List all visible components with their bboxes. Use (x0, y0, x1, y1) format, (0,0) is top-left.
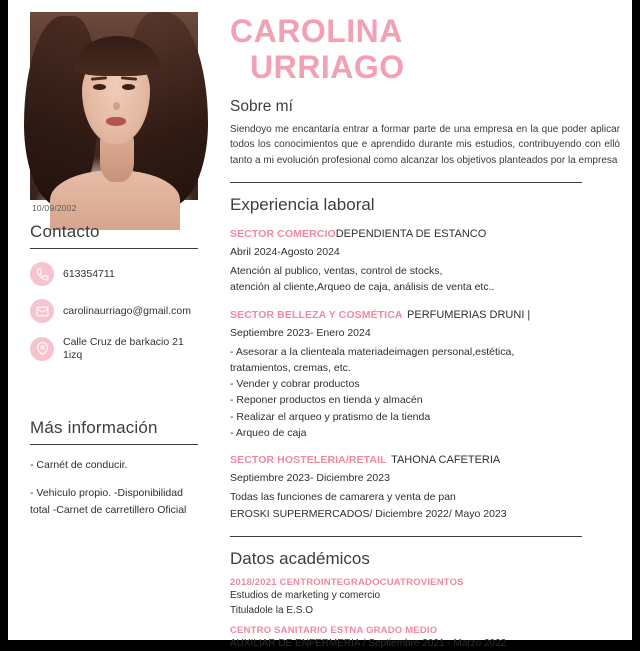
main-column (230, 0, 620, 651)
photo-date: 10/09/2002 (32, 203, 77, 213)
experience-heading: Experiencia laboral (230, 195, 375, 215)
photo-eye-left (93, 84, 106, 90)
job-sector: SECTOR HOSTELERIA/RETAIL (230, 454, 387, 467)
more-info-divider (30, 444, 198, 445)
contact-row-email (30, 299, 198, 323)
page-title (230, 14, 620, 86)
resume-page (8, 0, 632, 649)
job-header (230, 450, 620, 468)
about-text: Siendoyo me encantaría entrar a formar parte de una empresa en la que poder aplicar todos los conocimientos que e aprendido durante mis estudios, contribuyendo con elló tanto a mi evolución profesional como alcanzar los objetivos planteados por la empresa (230, 123, 620, 166)
job-body-line: - Realizar el arqueo y pratismo de la tienda (230, 410, 431, 423)
job-body (230, 263, 620, 296)
job-title: PERFUMERIAS DRUNI | (407, 308, 531, 321)
experience-item (230, 224, 620, 296)
job-body-line: - Vender y cobrar productos (230, 378, 360, 391)
email-value: carolinaurriago@gmail.com (63, 304, 191, 317)
experience-item (230, 450, 620, 522)
academic-line: AUXILIAR DE ENFERMERIA / Septiembre 2021 - Marzo 2022 (230, 637, 507, 649)
envelope-icon (30, 299, 54, 323)
academic-line: Estudios de marketing y comercio (230, 589, 381, 601)
more-info-line-1: - Carnét de conducir. (30, 459, 128, 471)
job-body-line: - Asesorar a la clienteala materiadeimagen personal,estética, (230, 345, 515, 358)
phone-icon (30, 262, 54, 286)
academic-institution: 2018/2021 CENTROINTEGRADOCUATROVIENTOS (230, 576, 464, 588)
photo-eye-right (122, 84, 135, 90)
contact-divider (30, 248, 198, 249)
academic-divider (230, 536, 582, 537)
address-value: Calle Cruz de barkacio 21 1izq (63, 336, 184, 361)
job-sector: SECTOR COMERCIO (230, 228, 336, 241)
job-dates: Septiembre 2023- Enero 2024 (230, 326, 371, 339)
job-body (230, 489, 620, 522)
job-body-line: - Reponer productos en tienda y almacén (230, 394, 423, 407)
job-body-line: EROSKI SUPERMERCADOS/ Diciembre 2022/ Mayo 2023 (230, 507, 507, 520)
contact-heading: Contacto (30, 222, 100, 241)
contact-section (30, 222, 198, 361)
job-dates: Abril 2024-Agosto 2024 (230, 246, 340, 259)
more-info-line-2: - Vehiculo propio. -Disponibilidad total -Carnet de carretillero Oficial (30, 486, 187, 516)
job-title: DEPENDIENTA DE ESTANCO (335, 228, 487, 241)
job-body-line: tratamientos, cremas, etc. (230, 361, 351, 374)
first-name: CAROLINA (230, 13, 403, 49)
job-body-line: atención al cliente,Arqueo de caja, análisis de venta etc.. (230, 281, 495, 294)
profile-photo (30, 12, 198, 200)
job-header (230, 224, 620, 242)
photo-nose (113, 102, 120, 110)
academic-institution: CENTRO SANITARIO ESTNA GRADO MEDIO (230, 624, 438, 636)
experience-item (230, 305, 620, 442)
academic-line: Tituladole la E.S.O (230, 604, 314, 616)
job-body-line: - Arqueo de caja (230, 427, 307, 440)
last-name: URRIAGO (250, 48, 405, 85)
phone-value: 613354711 (63, 267, 115, 280)
sidebar (8, 0, 213, 640)
job-body-line: Todas las funciones de camarera y venta de pan (230, 491, 456, 504)
photo-lips (106, 117, 126, 126)
more-info-section (30, 418, 198, 529)
about-heading: Sobre mí (230, 97, 293, 115)
more-info-heading: Más información (30, 418, 158, 437)
job-sector: SECTOR BELLEZA Y COSMÉTICA (230, 308, 403, 321)
academic-item (230, 625, 620, 651)
more-info-body (30, 457, 198, 518)
job-dates: Septiembre 2023- Diciembre 2023 (230, 472, 390, 485)
job-title: TAHONA CAFETERIA (391, 454, 501, 467)
location-pin-icon (30, 337, 54, 361)
academic-heading: Datos académicos (230, 548, 370, 568)
job-body-line: Atención al publico, ventas, control de stocks, (230, 265, 443, 278)
academic-item (230, 577, 620, 618)
job-header (230, 305, 620, 323)
job-body (230, 344, 620, 442)
contact-row-address (30, 336, 198, 361)
experience-divider (230, 182, 582, 183)
contact-row-phone (30, 262, 198, 286)
